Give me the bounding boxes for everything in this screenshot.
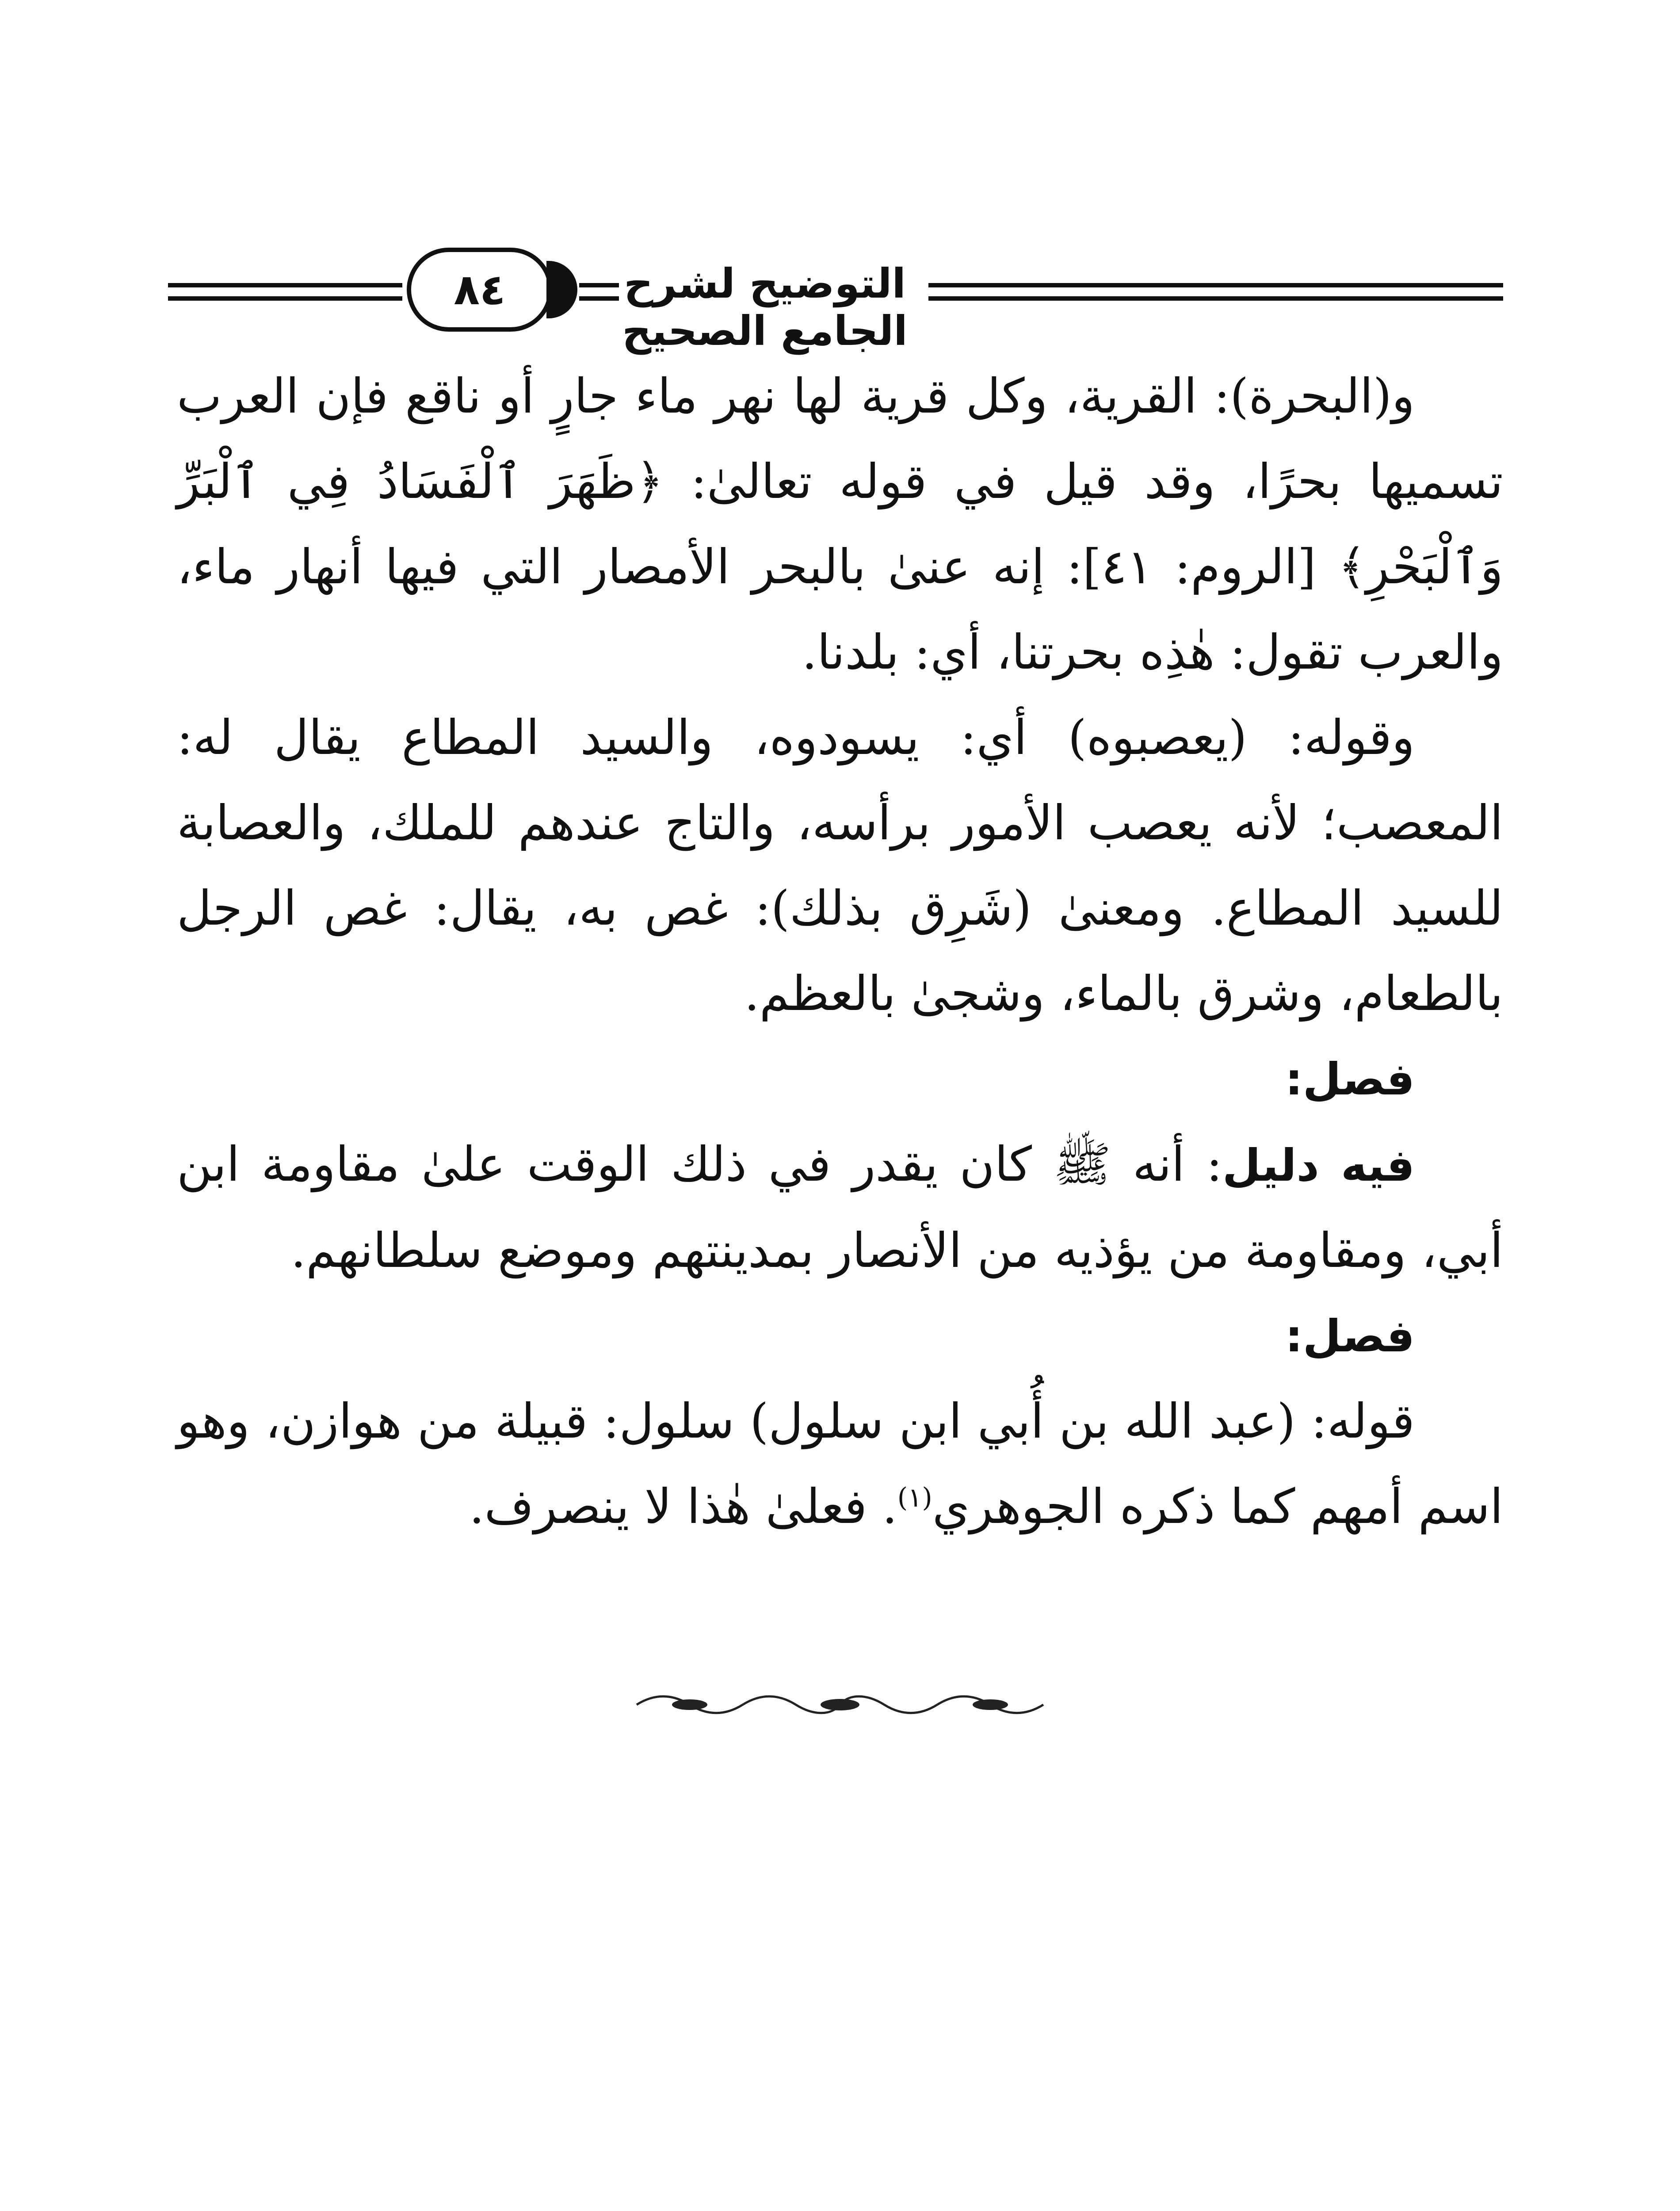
paragraph-abdullah [177,1379,1503,1549]
decorative-separator [628,1691,1052,1718]
running-title: التوضيح لشرح الجامع الصحيح [622,260,908,355]
header-rule-right [168,283,402,287]
header-rule-near-badge [579,283,610,287]
section-heading-1: فصل: [1285,1053,1415,1105]
paragraph-dalil [177,1122,1503,1293]
paragraph-yasibuhu: وقوله: (يعصبوه) أي: يسودوه، والسيد المطاع يقال له: المعصب؛ لأنه يعصب الأمور برأسه، والتاج عندهم للملك، والعصابة للسيد المطاع. ومعنىٰ (شَرِق بذلك): غص به، يقال: غص الرجل بالطعام، وشرق بالماء، وشجىٰ بالعظم. [177,710,1503,1021]
header-rule-far-2 [928,296,1503,301]
paragraph-bahra [177,354,1503,695]
paragraph-bahra-b: [الروم: ٤١]: إنه عنىٰ بالبحر الأمصار التي فيها أنهار ماء، والعرب تقول: هٰذِه بحرتنا، أي: بلدنا. [177,539,1503,680]
page-header [168,248,1503,355]
quran-verse: ﴿ظَهَرَ ٱلْفَسَادُ فِي ٱلْبَرِّ وَٱلْبَحْرِ﴾ [177,454,1503,595]
section-heading-2: فصل: [1285,1310,1415,1362]
main-text [177,354,1503,1549]
paragraph-bahra-a: و(البحرة): القرية، وكل قرية لها نهر ماء جارٍ أو ناقع فإن العرب تسميها بحرًا، وقد قيل في قوله تعالىٰ: [177,369,1503,509]
header-rule-right-2 [168,296,402,301]
page-number: ٨٤ [407,248,553,332]
paragraph-abdullah-a: قوله: (عبد الله بن أُبي ابن سلول) سلول: قبيلة من هوازن، وهو اسم أمهم كما ذكره الجوهري [177,1394,1503,1534]
footnote-reference: (١) [897,1482,932,1513]
header-rule-far [928,283,1503,287]
paragraph-abdullah-b: . فعلىٰ هٰذا لا ينصرف. [469,1479,897,1534]
paragraph-dalil-lead: فيه دليل [1222,1140,1415,1191]
paragraph-dalil-text: : أنه ﷺ كان يقدر في ذلك الوقت علىٰ مقاومة ابن أبي، ومقاومة من يؤذيه من الأنصار بمدينتهم وموضع سلطانهم. [177,1137,1503,1278]
